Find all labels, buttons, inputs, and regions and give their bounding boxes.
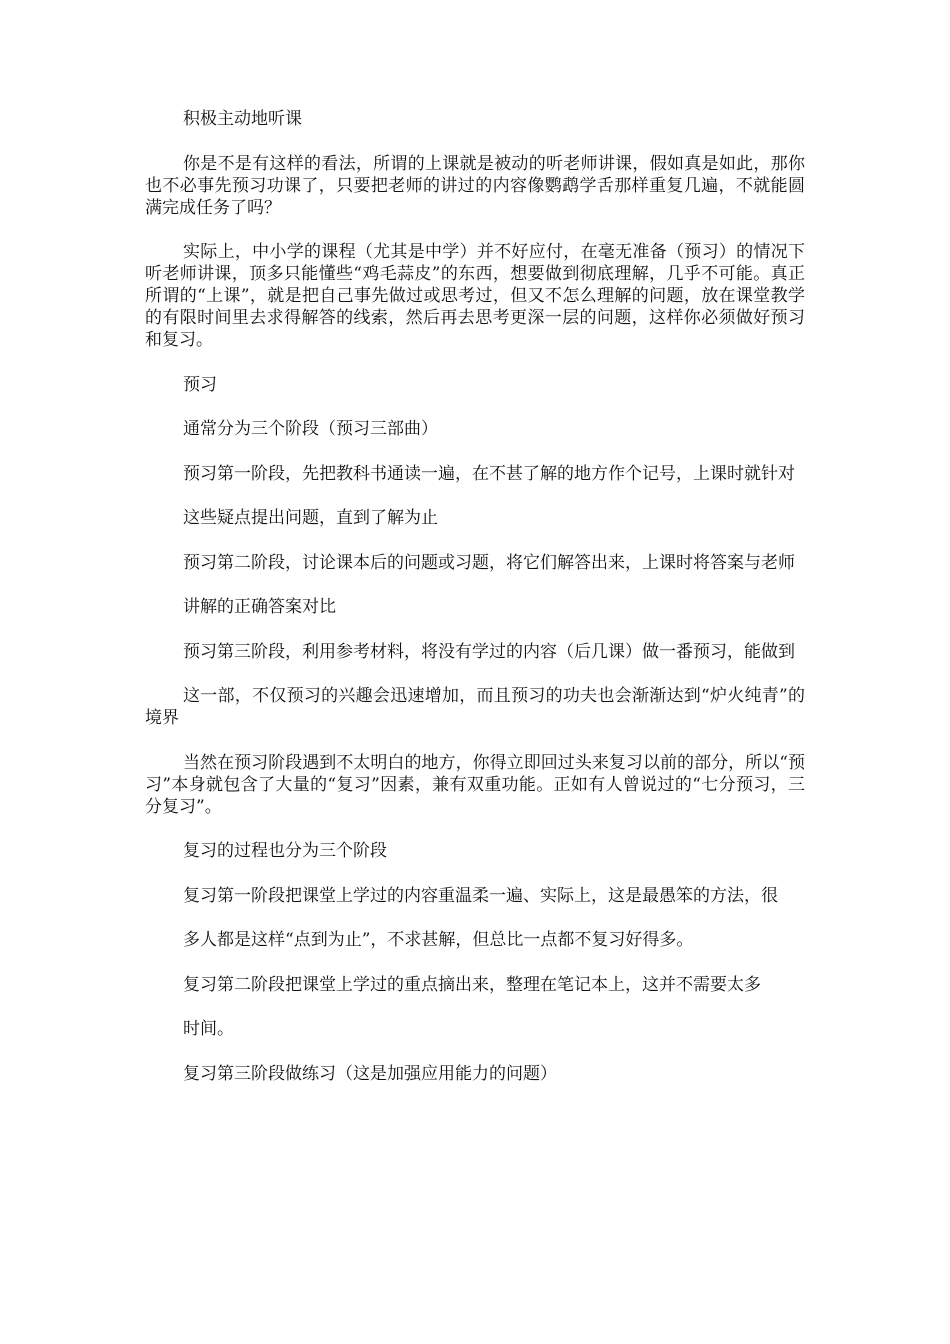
paragraph-title: 积极主动地听课 — [183, 109, 302, 129]
paragraph: 时间。 — [183, 1019, 234, 1039]
paragraph: 复习第三阶段做练习（这是加强应用能力的问题） — [183, 1063, 557, 1084]
paragraph: 这一部，不仅预习的兴趣会迅速增加，而且预习的功夫也会渐渐达到“炉火纯青”的境界 — [145, 686, 805, 728]
paragraph: 你是不是有这样的看法，所谓的上课就是被动的听老师讲课，假如真是如此，那你也不必事先预习功课了，只要把老师的讲过的内容像鹦鹉学舌那样重复几遍，不就能圆满完成任务了吗？ — [145, 153, 805, 218]
paragraph: 预习第三阶段，利用参考材料，将没有学过的内容（后几课）做一番预习，能做到 — [183, 641, 795, 662]
paragraph: 复习第一阶段把课堂上学过的内容重温柔一遍、实际上，这是最愚笨的方法，很 — [183, 885, 778, 906]
paragraph: 通常分为三个阶段（预习三部曲） — [183, 419, 438, 439]
paragraph: 多人都是这样“点到为止”，不求甚解，但总比一点都不复习好得多。 — [183, 930, 694, 950]
section-heading-review: 复习的过程也分为三个阶段 — [183, 841, 387, 861]
paragraph: 讲解的正确答案对比 — [183, 597, 336, 617]
paragraph: 预习第二阶段，讨论课本后的问题或习题，将它们解答出来，上课时将答案与老师 — [183, 552, 795, 573]
paragraph: 这些疑点提出问题，直到了解为止 — [183, 508, 438, 528]
paragraph: 实际上，中小学的课程（尤其是中学）并不好应付，在毫无准备（预习）的情况下听老师讲课，顶多只能懂些“鸡毛蒜皮”的东西，想要做到彻底理解，几乎不可能。真正所谓的“上课”，就是把自己事先做过或思考过，但又不怎么理解的问题，放在课堂教学的有限时间里去求得解答的线索，然后再去思考更深一层的问题，这样你必须做好预习和复习。 — [145, 242, 805, 350]
paragraph: 预习第一阶段，先把教科书通读一遍，在不甚了解的地方作个记号，上课时就针对 — [183, 463, 795, 484]
paragraph: 当然在预习阶段遇到不太明白的地方，你得立即回过头来复习以前的部分，所以“预习”本身就包含了大量的“复习”因素，兼有双重功能。正如有人曾说过的“七分预习，三分复习”。 — [145, 752, 805, 817]
document-body — [145, 108, 805, 1107]
section-heading-preview: 预习 — [183, 374, 217, 395]
paragraph: 复习第二阶段把课堂上学过的重点摘出来，整理在笔记本上，这并不需要太多 — [183, 974, 761, 995]
